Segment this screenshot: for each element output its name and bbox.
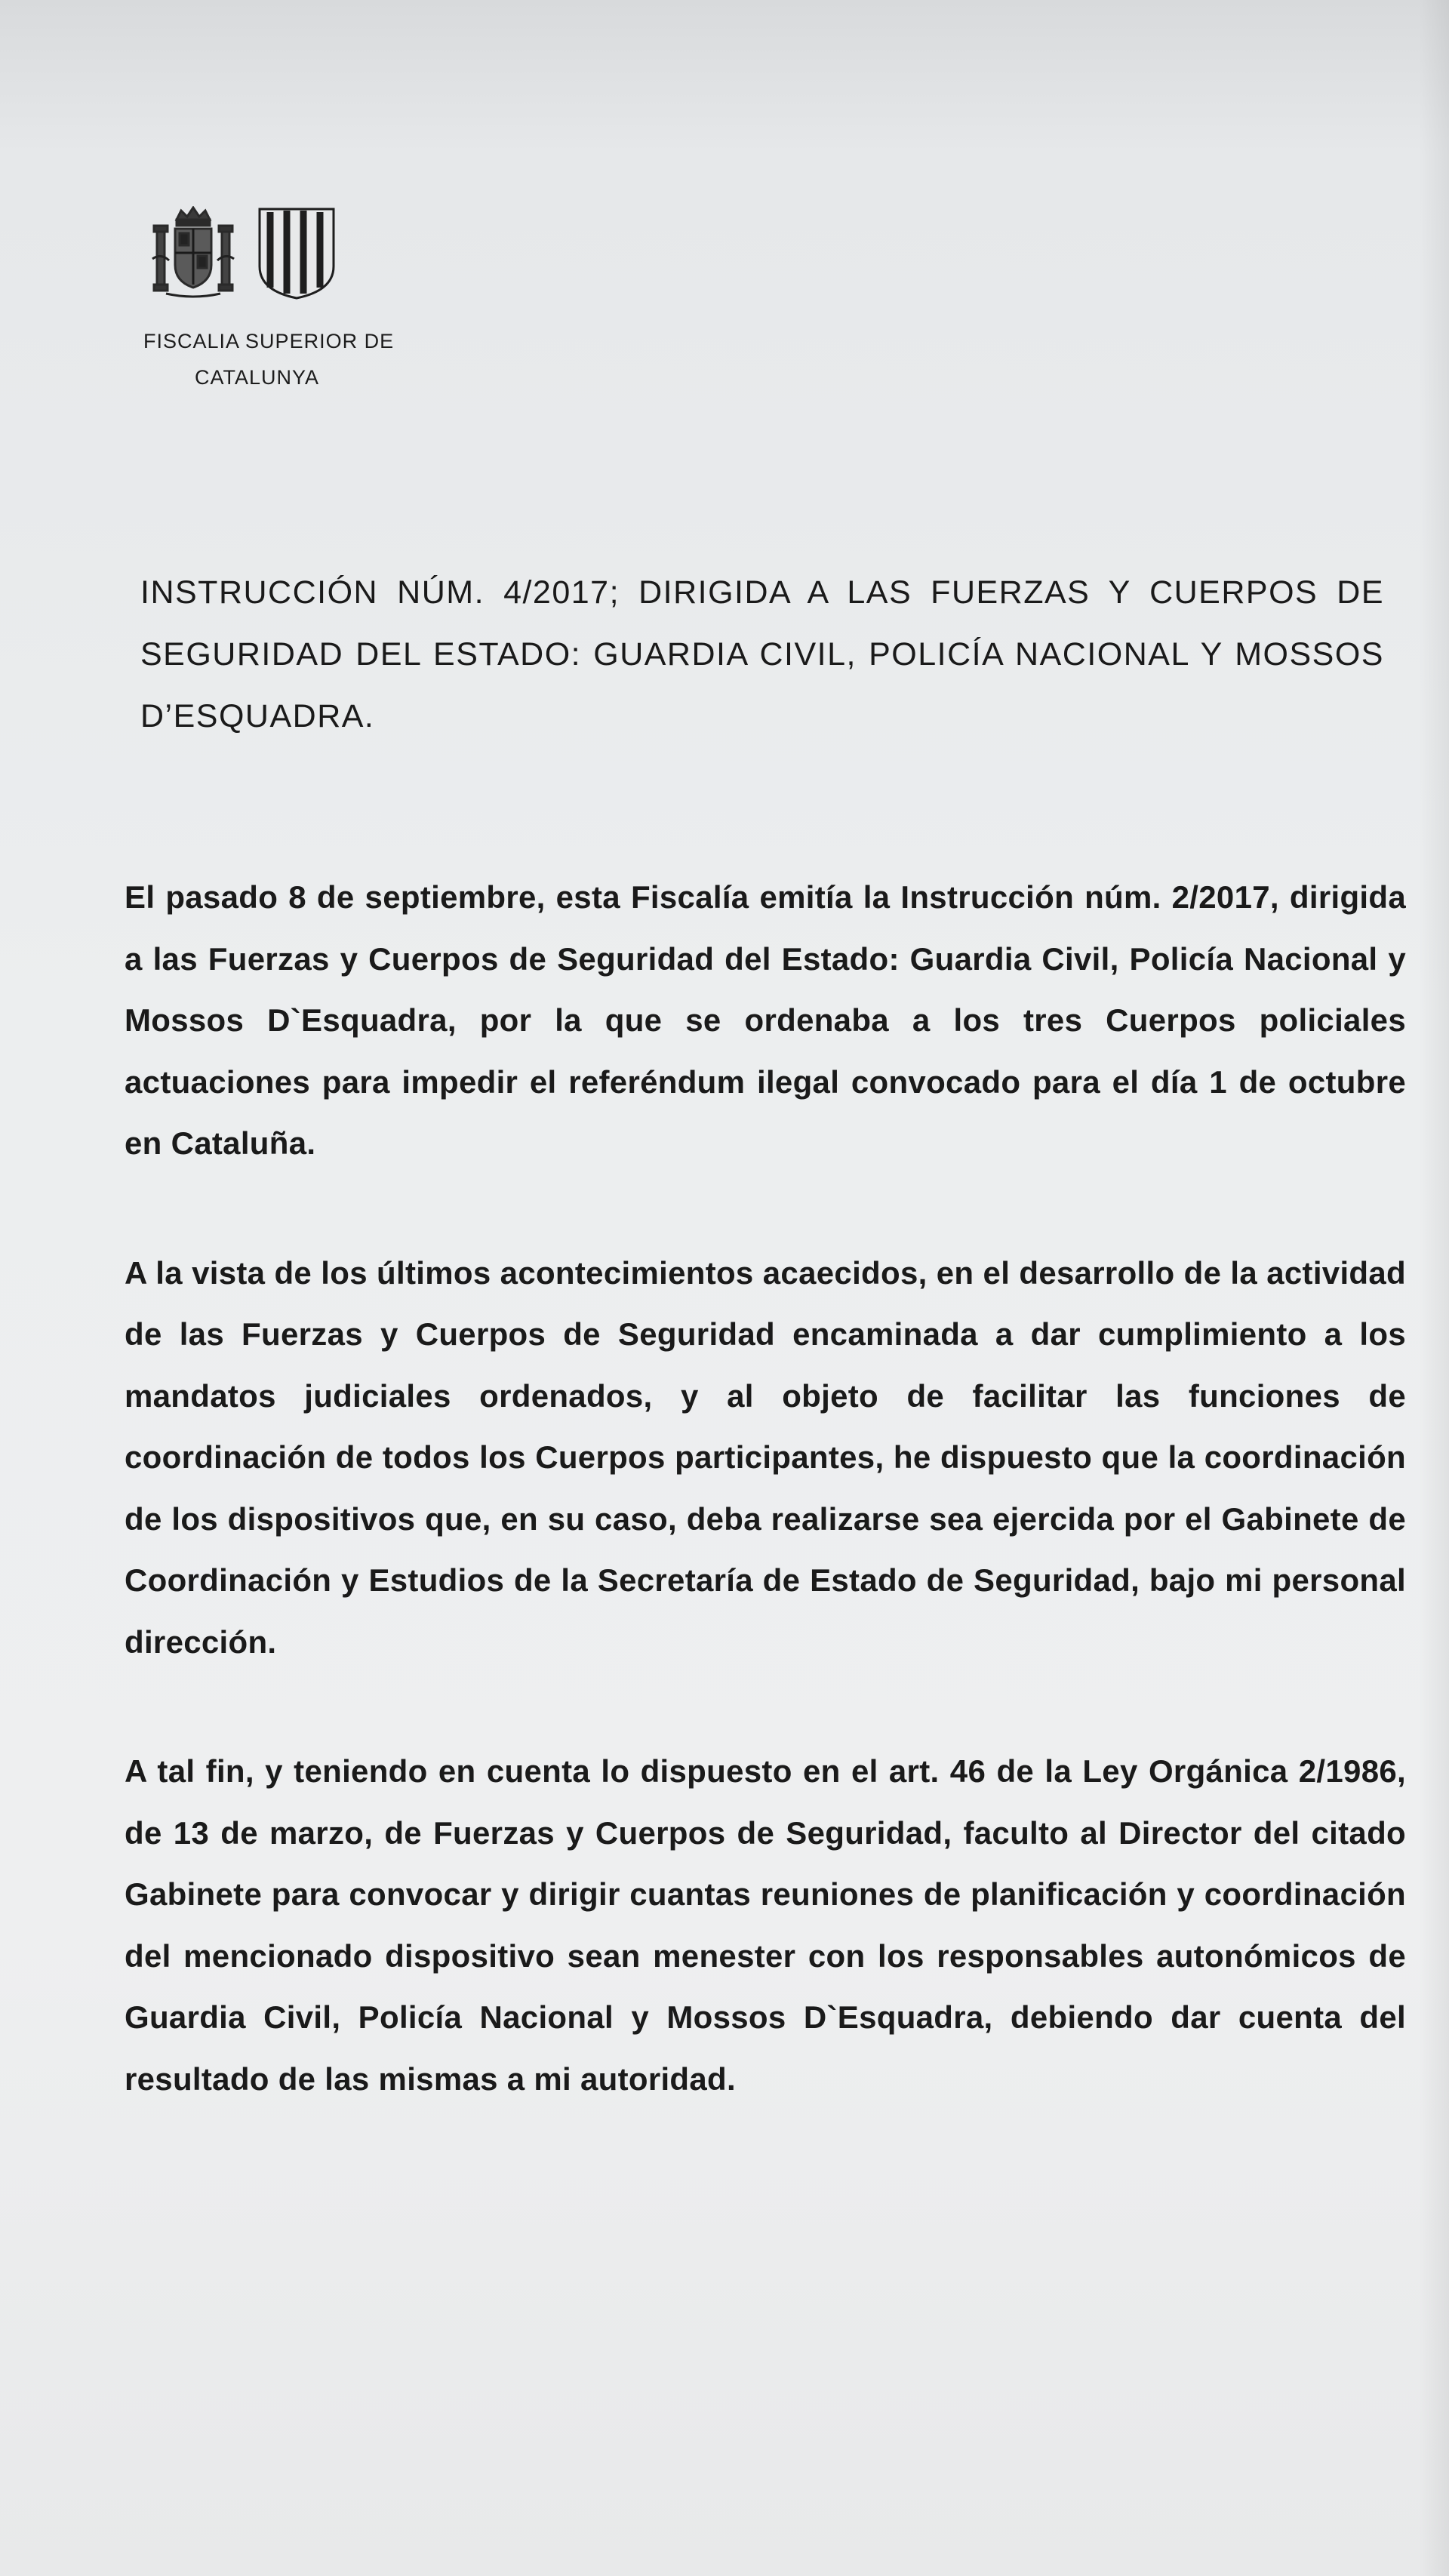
office-name bbox=[143, 323, 460, 395]
spanish-coat-of-arms-icon bbox=[151, 206, 235, 303]
paragraph-1: El pasado 8 de septiembre, esta Fiscalía emitía la Instrucción núm. 2/2017, dirigida a las Fuerzas y Cuerpos de Seguridad del Estado: Guardia Civil, Policía Nacional y Mossos D`Esquadra, por la que se ordenaba a los tres Cuerpos policiales actuaciones para impedir el referéndum ilegal convocado para el día 1 de octubre en Cataluña. bbox=[125, 879, 1406, 1161]
catalan-senyera-icon bbox=[255, 206, 338, 303]
document-title: INSTRUCCIÓN NÚM. 4/2017; DIRIGIDA A LAS FUERZAS Y CUERPOS DE SEGURIDAD DEL ESTADO: GUARDIA CIVIL, POLICÍA NACIONAL Y MOSSOS D’ESQUADRA. bbox=[140, 574, 1384, 734]
emblems bbox=[151, 205, 460, 303]
letterhead bbox=[143, 205, 460, 395]
document-body bbox=[125, 866, 1406, 2177]
paragraph-3: A tal fin, y teniendo en cuenta lo dispuesto en el art. 46 de la Ley Orgánica 2/1986, de 13 de marzo, de Fuerzas y Cuerpos de Seguridad, faculto al Director del citado Gabinete para convocar y dirigir cuantas reuniones de planificación y coordinación del mencionado dispositivo sean menester con los responsables autonómicos de Guardia Civil, Policía Nacional y Mossos D`Esquadra, debiendo dar cuenta del resultado de las mismas a mi autoridad. bbox=[125, 1753, 1406, 2097]
office-name-line2: CATALUNYA bbox=[195, 366, 320, 389]
paragraph-2: A la vista de los últimos acontecimientos acaecidos, en el desarrollo de la actividad de las Fuerzas y Cuerpos de Seguridad encaminada a dar cumplimiento a los mandatos judiciales ordenados, y al objeto de facilitar las funciones de coordinación de todos los Cuerpos participantes, he dispuesto que la coordinación de los dispositivos que, en su caso, deba realizarse sea ejercida por el Gabinete de Coordinación y Estudios de la Secretaría de Estado de Seguridad, bajo mi personal dirección. bbox=[125, 1254, 1406, 1660]
office-name-line1: FISCALIA SUPERIOR DE bbox=[143, 330, 395, 352]
